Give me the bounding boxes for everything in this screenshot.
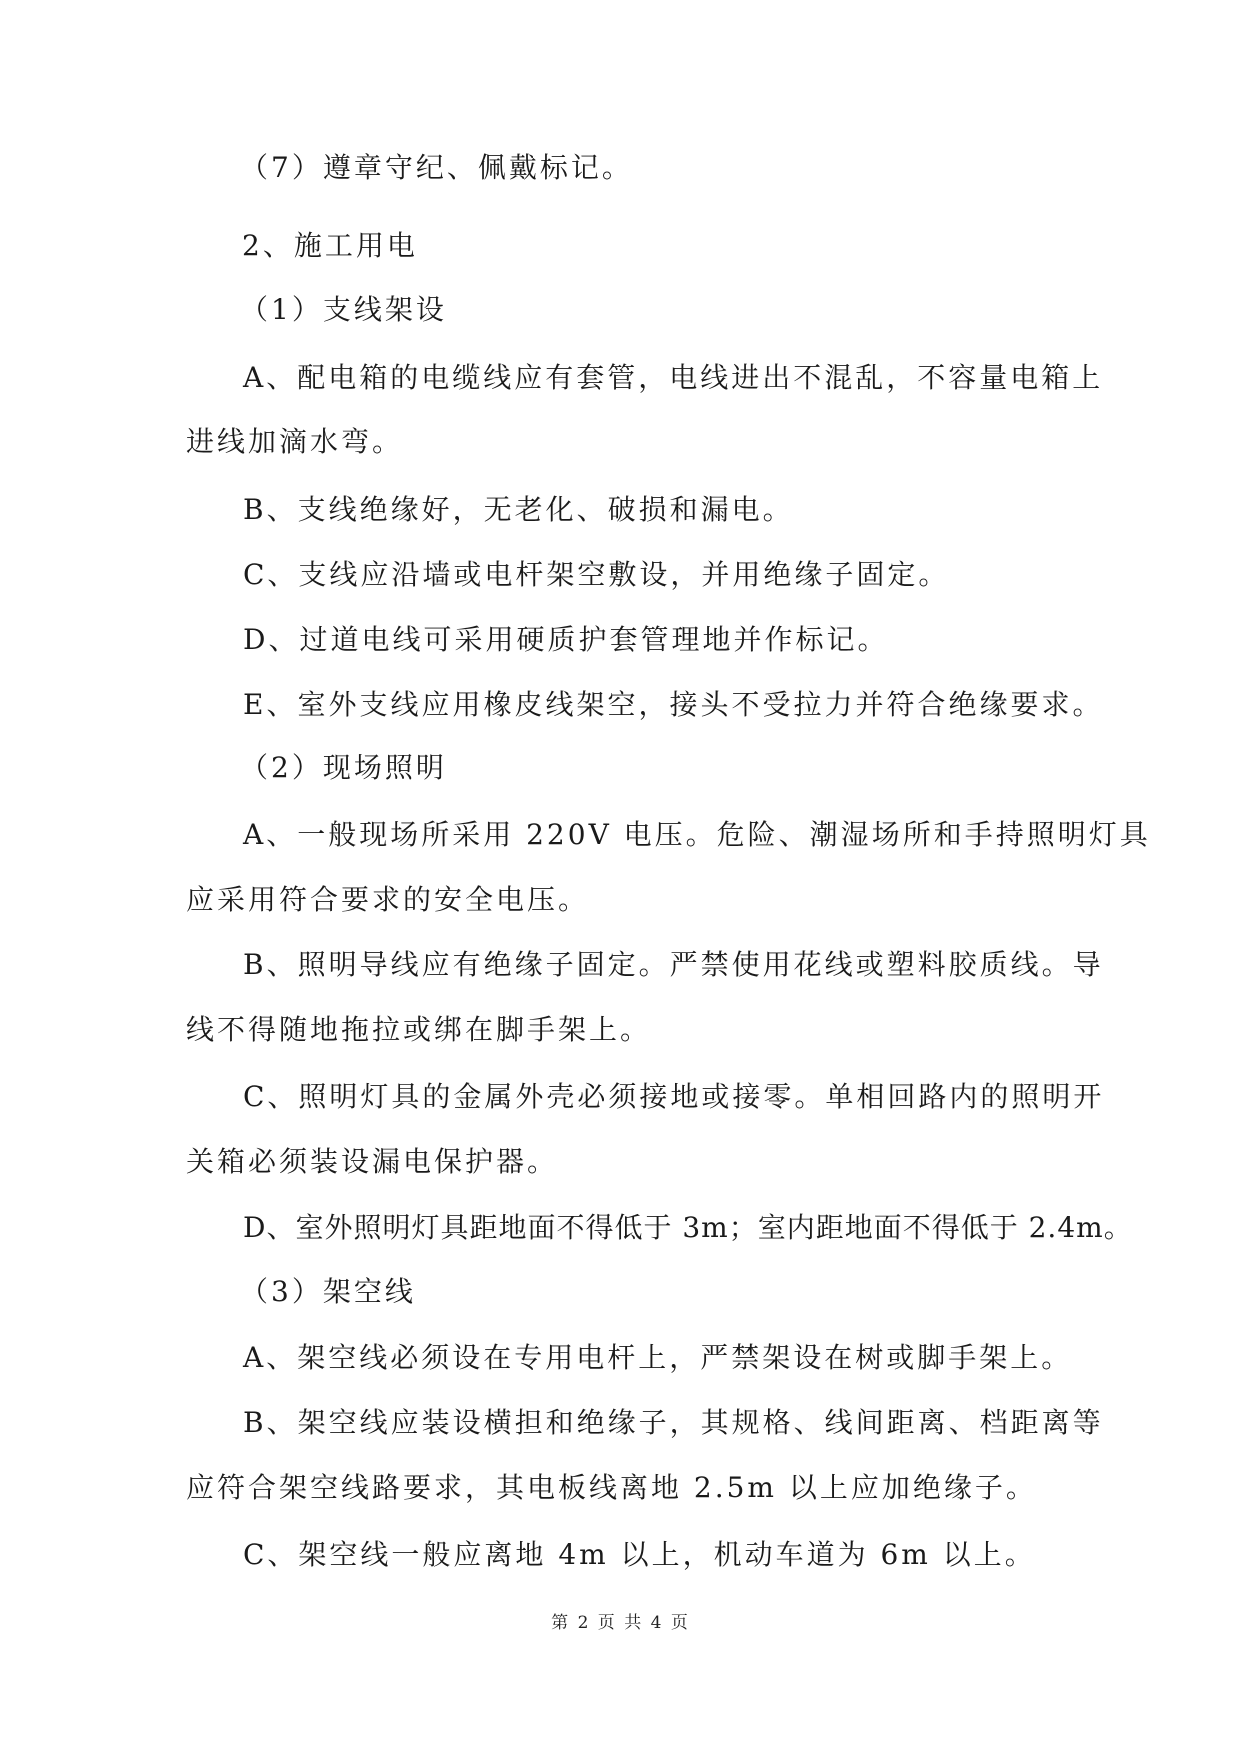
paragraph-line: 关箱必须装设漏电保护器。	[186, 1145, 559, 1178]
paragraph-line: 应符合架空线路要求，其电板线离地 2.5m 以上应加绝缘子。	[186, 1471, 1037, 1504]
paragraph-line: （7）遵章守纪、佩戴标记。	[240, 151, 633, 184]
page-footer: 第 2 页 共 4 页	[551, 1613, 690, 1633]
section-heading: 2、施工用电	[242, 229, 418, 262]
paragraph-line: 进线加滴水弯。	[186, 425, 404, 458]
paragraph-line: D、过道电线可采用硬质护套管理地并作标记。	[243, 623, 889, 656]
paragraph-line: C、照明灯具的金属外壳必须接地或接零。单相回路内的照明开	[243, 1080, 1105, 1113]
paragraph-line: B、架空线应装设横担和绝缘子，其规格、线间距离、档距离等	[243, 1406, 1104, 1439]
paragraph-line: C、支线应沿墙或电杆架空敷设，并用绝缘子固定。	[243, 558, 950, 591]
paragraph-line: A、架空线必须设在专用电杆上，严禁架设在树或脚手架上。	[243, 1341, 1073, 1374]
paragraph-line: 应采用符合要求的安全电压。	[186, 883, 590, 916]
paragraph-line: A、一般现场所采用 220V 电压。危险、潮湿场所和手持照明灯具	[243, 818, 1151, 851]
paragraph-line: B、照明导线应有绝缘子固定。严禁使用花线或塑料胶质线。导	[243, 948, 1104, 981]
subsection-heading: （2）现场照明	[240, 751, 447, 784]
paragraph-line: C、架空线一般应离地 4m 以上，机动车道为 6m 以上。	[243, 1538, 1036, 1571]
paragraph-line: E、室外支线应用橡皮线架空，接头不受拉力并符合绝缘要求。	[243, 688, 1104, 721]
paragraph-line: B、支线绝缘好，无老化、破损和漏电。	[243, 493, 794, 526]
subsection-heading: （3）架空线	[240, 1275, 416, 1308]
paragraph-line: A、配电箱的电缆线应有套管，电线进出不混乱，不容量电箱上	[243, 361, 1104, 394]
paragraph-line: 线不得随地拖拉或绑在脚手架上。	[186, 1013, 652, 1046]
paragraph-line: D、室外照明灯具距地面不得低于 3m；室内距地面不得低于 2.4m。	[243, 1211, 1133, 1244]
subsection-heading: （1）支线架设	[240, 293, 447, 326]
